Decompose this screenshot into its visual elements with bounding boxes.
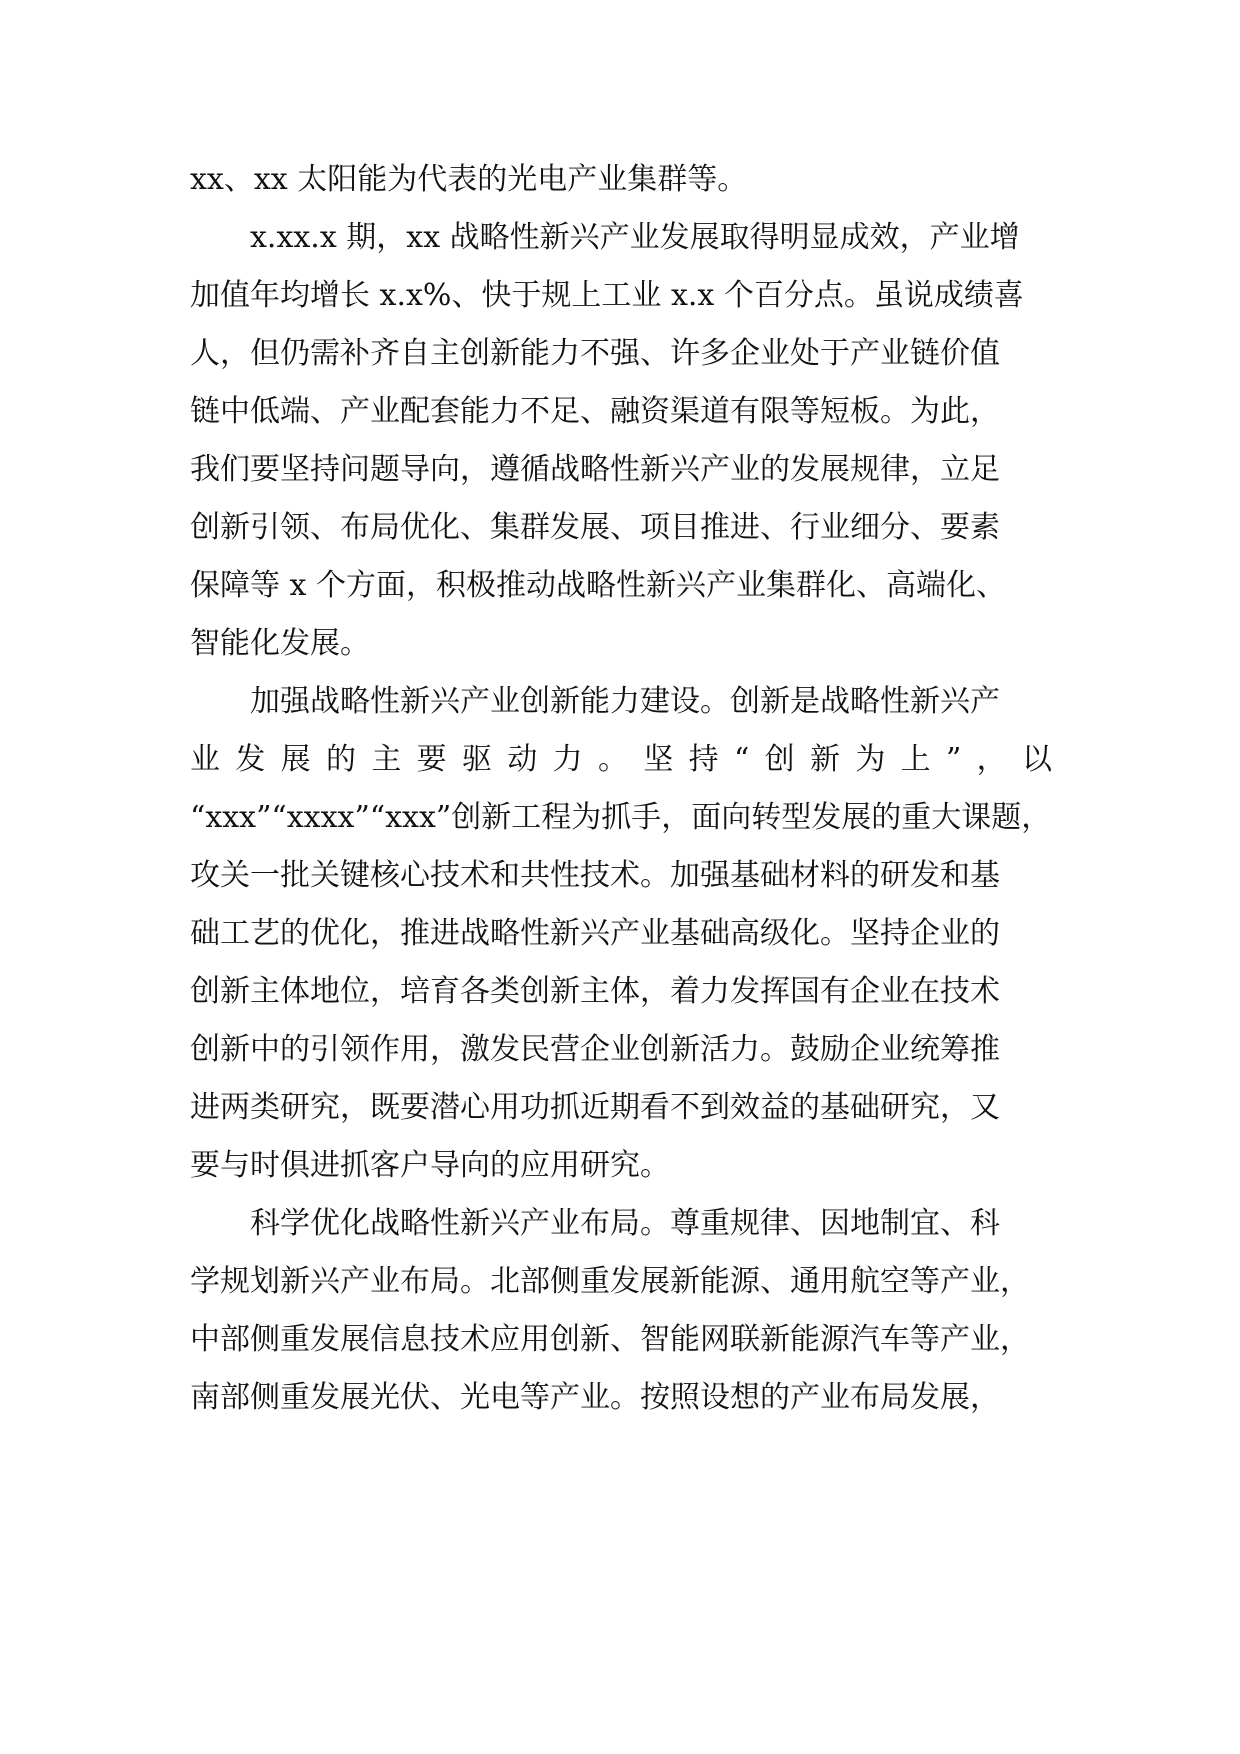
paragraph-first-line: 加强战略性新兴产业创新能力建设。创新是战略性新兴产 bbox=[250, 684, 1000, 719]
paragraph-first-line: x.xx.x 期，xx 战略性新兴产业发展取得明显成效，产业增 bbox=[250, 220, 1020, 255]
text-line: 础工艺的优化，推进战略性新兴产业基础高级化。坚持企业的 bbox=[190, 916, 1000, 951]
text-line: 人，但仍需补齐自主创新能力不强、许多企业处于产业链价值 bbox=[190, 336, 1000, 371]
text-line: 创新引领、布局优化、集群发展、项目推进、行业细分、要素 bbox=[190, 510, 1000, 545]
text-line: xx、xx 太阳能为代表的光电产业集群等。 bbox=[190, 162, 748, 197]
text-line: 学规划新兴产业布局。北部侧重发展新能源、通用航空等产业， bbox=[190, 1264, 1030, 1299]
text-line: 中部侧重发展信息技术应用创新、智能网联新能源汽车等产业， bbox=[190, 1322, 1030, 1357]
text-line: 攻关一批关键核心技术和共性技术。加强基础材料的研发和基 bbox=[190, 858, 1000, 893]
text-line: 业发展的主要驱动力。坚持“创新为上”，以 bbox=[190, 742, 1052, 777]
text-line: 创新主体地位，培育各类创新主体，着力发挥国有企业在技术 bbox=[190, 974, 1000, 1009]
text-line: 南部侧重发展光伏、光电等产业。按照设想的产业布局发展， bbox=[190, 1380, 1000, 1415]
text-line: 进两类研究，既要潜心用功抓近期看不到效益的基础研究，又 bbox=[190, 1090, 1000, 1125]
text-line: 保障等 x 个方面，积极推动战略性新兴产业集群化、高端化、 bbox=[190, 568, 1006, 603]
text-line: 要与时俱进抓客户导向的应用研究。 bbox=[190, 1148, 670, 1183]
text-line: 我们要坚持问题导向，遵循战略性新兴产业的发展规律，立足 bbox=[190, 452, 1000, 487]
text-line: 链中低端、产业配套能力不足、融资渠道有限等短板。为此， bbox=[190, 394, 1000, 429]
text-line: 创新中的引领作用，激发民营企业创新活力。鼓励企业统筹推 bbox=[190, 1032, 1000, 1067]
text-line: 加值年均增长 x.x%、快于规上工业 x.x 个百分点。虽说成绩喜 bbox=[190, 278, 1024, 313]
text-line: “xxx”“xxxx”“xxx”创新工程为抓手，面向转型发展的重大课题， bbox=[190, 800, 1052, 835]
text-line: 智能化发展。 bbox=[190, 626, 370, 661]
paragraph-first-line: 科学优化战略性新兴产业布局。尊重规律、因地制宜、科 bbox=[250, 1206, 1000, 1241]
